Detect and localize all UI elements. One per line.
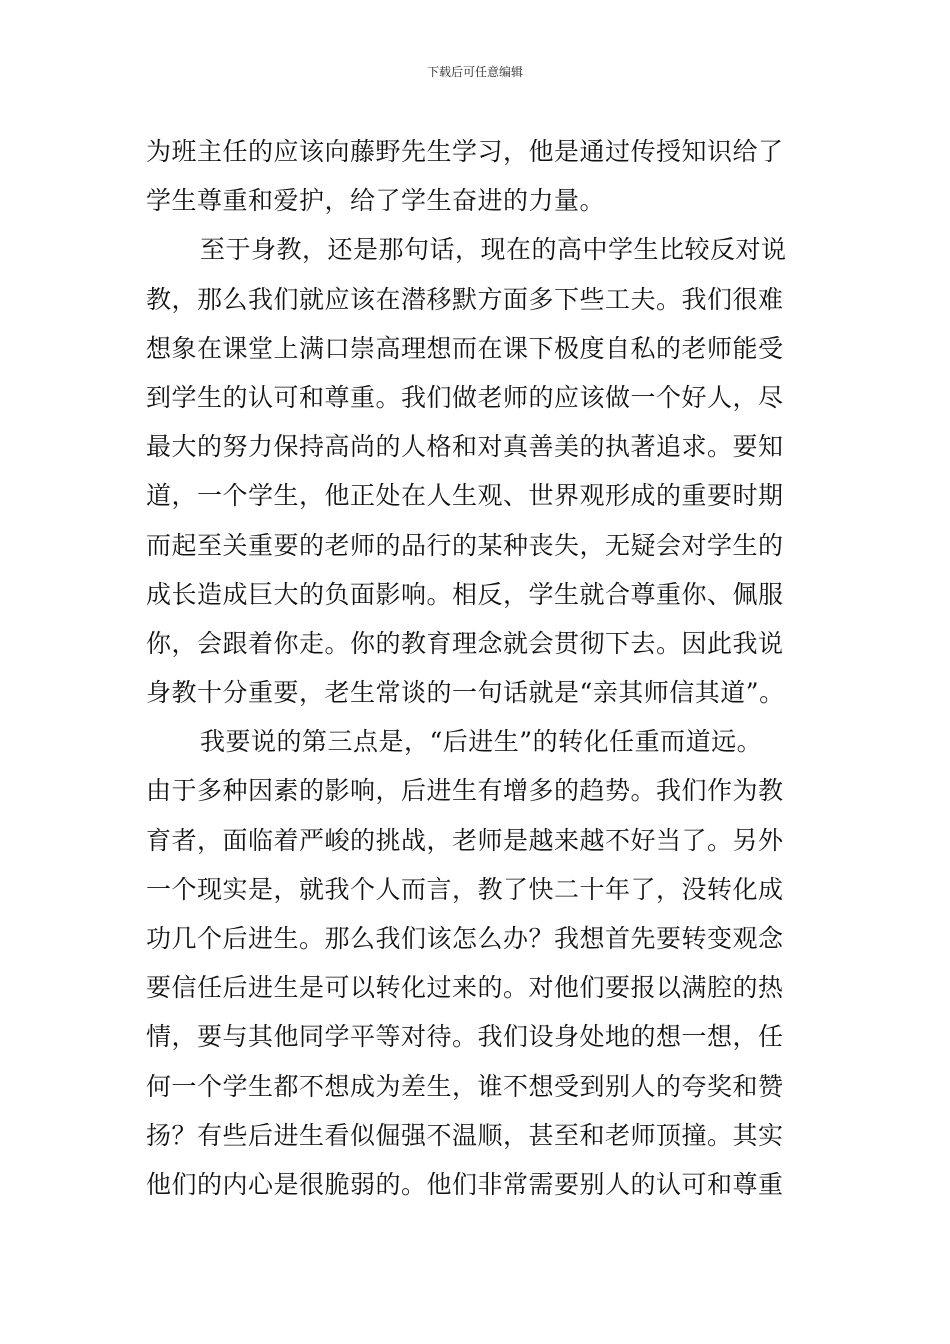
page-header: 下载后可任意编辑 (426, 65, 523, 79)
text-line: 功几个后进生。那么我们该怎么办？我想首先要转变观念 (146, 924, 784, 953)
text-line: 教，那么我们就应该在潜移默方面多下些工夫。我们很难 (146, 284, 784, 314)
text-line: 成长造成巨大的负面影响。相反，学生就合尊重你、佩服 (146, 579, 784, 609)
text-line: 情，要与其他同学平等对待。我们设身处地的想一想，任 (146, 1022, 784, 1052)
text-line: 何一个学生都不想成为差生，谁不想受到别人的夸奖和赞 (146, 1071, 784, 1101)
text-line: 由于多种因素的影响，后进生有增多的趋势。我们作为教 (146, 776, 784, 806)
text-line: 一个现实是，就我个人而言，教了快二十年了，没转化成 (146, 874, 784, 904)
paragraph-start-line: 我要说的第三点是，“后进生”的转化任重而道远。 (200, 727, 763, 757)
text-line: 他们的内心是很脆弱的。他们非常需要别人的认可和尊重 (146, 1169, 784, 1199)
text-line: 道，一个学生，他正处在人生观、世界观形成的重要时期 (146, 481, 784, 511)
text-line: 最大的努力保持高尚的人格和对真善美的执著追求。要知 (146, 432, 784, 462)
text-line: 育者，面临着严峻的挑战，老师是越来越不好当了。另外 (146, 825, 784, 855)
text-line: 扬？有些后进生看似倔强不温顺，甚至和老师顶撞。其实 (146, 1120, 784, 1150)
text-line: 学生尊重和爱护，给了学生奋进的力量。 (146, 186, 606, 216)
text-line: 为班主任的应该向藤野先生学习，他是通过传授知识给了 (146, 137, 784, 166)
text-line: 你，会跟着你走。你的教育理念就会贯彻下去。因此我说 (146, 628, 784, 658)
text-line: 身教十分重要，老生常谈的一句话就是“亲其师信其道”。 (146, 678, 785, 708)
text-line: 而起至关重要的老师的品行的某种丧失，无疑会对学生的 (146, 530, 784, 560)
text-line: 到学生的认可和尊重。我们做老师的应该做一个好人，尽 (146, 382, 784, 412)
document-body (146, 127, 806, 1209)
text-line: 要信任后进生是可以转化过来的。对他们要报以满腔的热 (146, 973, 784, 1003)
paragraph-start-line: 至于身教，还是那句话，现在的高中学生比较反对说 (200, 235, 787, 265)
text-line: 想象在课堂上满口崇高理想而在课下极度自私的老师能受 (146, 333, 784, 363)
